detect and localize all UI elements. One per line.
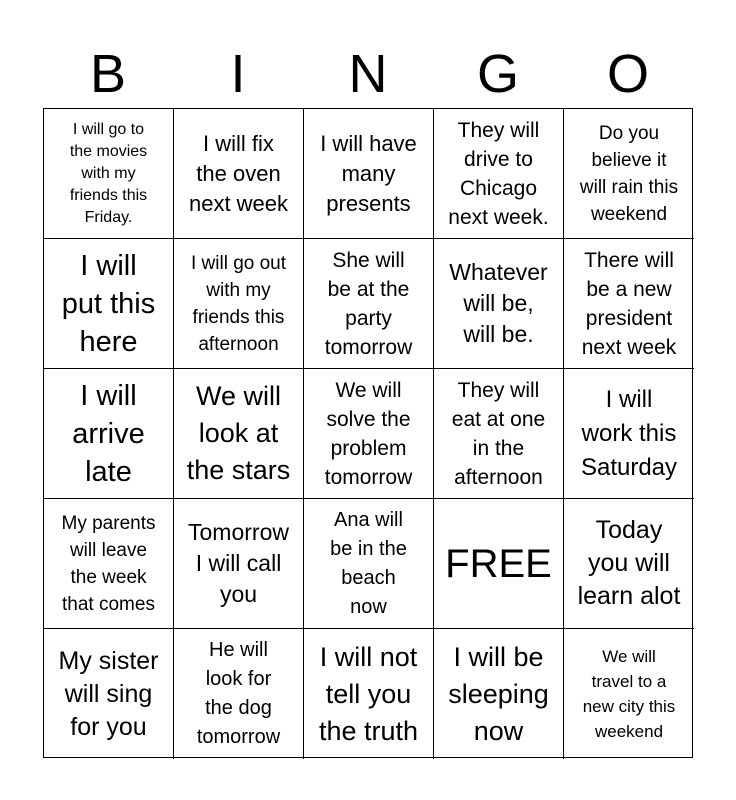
- bingo-cell: I will put this here: [44, 239, 174, 369]
- bingo-cell: I will be sleeping now: [434, 629, 564, 759]
- bingo-cell: Whatever will be, will be.: [434, 239, 564, 369]
- bingo-cell: I will work this Saturday: [564, 369, 694, 499]
- bingo-cell: We will look at the stars: [174, 369, 304, 499]
- bingo-cell: Ana will be in the beach now: [304, 499, 434, 629]
- bingo-cell: I will fix the oven next week: [174, 109, 304, 239]
- bingo-cell: We will travel to a new city this weekend: [582, 647, 676, 741]
- bingo-cell: I will go to the movies with my friends this Friday.: [44, 109, 174, 239]
- bingo-cell: They will drive to Chicago next week.: [434, 109, 564, 239]
- bingo-cell: He will look for the dog tomorrow: [174, 629, 304, 759]
- bingo-cell: My parents will leave the week that comes: [44, 499, 174, 629]
- header-letter-o: O: [606, 44, 649, 104]
- header-letter-i: I: [230, 44, 246, 104]
- bingo-cell: We will solve the problem tomorrow: [304, 369, 434, 499]
- bingo-cell: I will go out with my friends this afternoon: [174, 239, 304, 369]
- bingo-grid: [43, 108, 693, 758]
- free-space: FREE: [434, 499, 564, 629]
- header-letter-g: G: [476, 44, 519, 104]
- bingo-cell: I will arrive late: [44, 369, 174, 499]
- bingo-cell: They will eat at one in the afternoon: [434, 369, 564, 499]
- header-letter-b: B: [89, 44, 127, 104]
- bingo-cell: My sister will sing for you: [44, 629, 174, 759]
- bingo-cell: Do you believe it will rain this weekend: [564, 109, 694, 239]
- bingo-cell: There will be a new president next week: [564, 239, 694, 369]
- bingo-cell: She will be at the party tomorrow: [304, 239, 434, 369]
- bingo-cell: I will not tell you the truth: [304, 629, 434, 759]
- bingo-cell: I will have many presents: [304, 109, 434, 239]
- bingo-header: [43, 40, 693, 108]
- bingo-cell: Tomorrow I will call you: [174, 499, 304, 629]
- header-letter-n: N: [348, 44, 388, 104]
- bingo-cell: Today you will learn alot: [564, 499, 694, 629]
